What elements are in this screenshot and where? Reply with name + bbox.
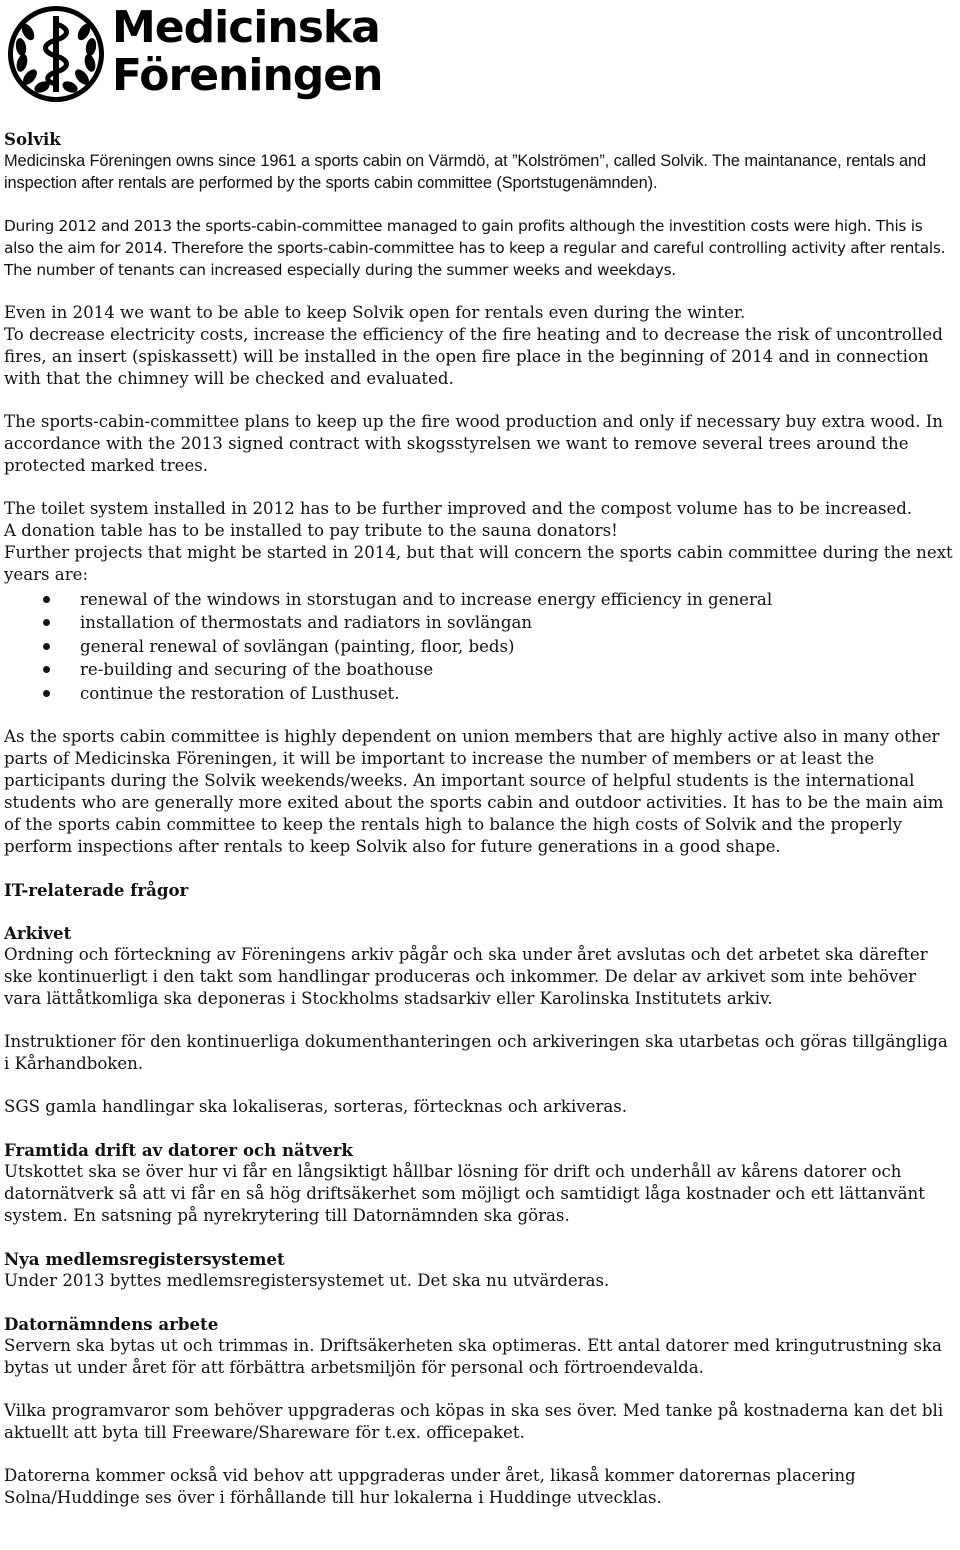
- bullet-icon: [43, 619, 50, 626]
- framtida-paragraph-1: Utskottet ska se över hur vi får en långsiktigt hållbar lösning för drift och underhåll av kårens datorer och datornätverk så att vi får en så hög driftsäkerhet som möjligt och samtidigt låga kostnader och ett lättanvänt system. En satsning på nyrekrytering till Datornämnden ska göras.: [4, 1162, 925, 1226]
- bullet-icon: [43, 643, 50, 650]
- solvik-profits-section: [4, 215, 956, 281]
- bullet-icon: [43, 596, 50, 603]
- list-item: [4, 588, 956, 611]
- bullet-text: re-building and securing of the boathouse: [80, 660, 434, 680]
- datornamnden-section: [4, 1313, 956, 1379]
- solvik-paragraph-1: Medicinska Föreningen owns since 1961 a sports cabin on Värmdö, at ”Kolströmen”, called Solvik. The maintanance, rentals and inspection after rentals are performed by the sports cabin committee (Sportstugenämnden).: [4, 152, 927, 192]
- projects-bullet-list: [4, 588, 956, 705]
- medlemsregister-section: [4, 1248, 956, 1292]
- datornamnden-paragraph-2: Vilka programvaror som behöver uppgraderas och köpas in ska ses över. Med tanke på kostnaderna kan det bli aktuellt att byta till Freeware/Shareware för t.ex. officepaket.: [4, 1401, 944, 1443]
- framtida-section: [4, 1139, 956, 1227]
- datornamnden-software-section: [4, 1400, 956, 1444]
- arkivet-sgs-section: [4, 1096, 956, 1118]
- datornamnden-upgrade-section: [4, 1465, 956, 1509]
- solvik-paragraph-4: The sports-cabin-committee plans to keep up the fire wood production and only if necessary buy extra wood. In accordance with the 2013 signed contract with skogsstyrelsen we want to remove several trees around the protected marked trees.: [4, 412, 943, 475]
- arkivet-paragraph-3: SGS gamla handlingar ska lokaliseras, sorteras, förtecknas och arkiveras.: [4, 1097, 628, 1117]
- solvik-paragraph-6: As the sports cabin committee is highly dependent on union members that are highly active also in many other parts of Medicinska Föreningen, it will be important to increase the number of members or at least the participants during the Solvik weekends/weeks. An important source of helpful students is the international students who are generally more exited about the sports cabin and outdoor activities. It has to be the main aim of the sports cabin committee to keep the rentals high to balance the high costs of Solvik and the properly perform inspections after rentals to keep Solvik also for future generations in a good shape.: [4, 727, 944, 857]
- list-item: [4, 658, 956, 681]
- datornamnden-heading: Datornämndens arbete: [4, 1314, 219, 1335]
- list-item: [4, 635, 956, 658]
- arkivet-paragraph-2: Instruktioner för den kontinuerliga dokumenthanteringen och arkiveringen ska utarbetas och göras tillgängliga i Kårhandboken.: [4, 1032, 948, 1074]
- solvik-paragraph-2: During 2012 and 2013 the sports-cabin-committee managed to gain profits although the investition costs were high. This is also the aim for 2014. Therefore the sports-cabin-committee has to keep a regular and careful controlling activity after rentals. The number of tenants can increased especially during the summer weeks and weekdays.: [4, 217, 946, 279]
- solvik-paragraph-3b: To decrease electricity costs, increase the efficiency of the fire heating and to decrease the risk of uncontrolled fires, an insert (spiskassett) will be installed in the open fire place in the beginning of 2014 and in connection with that the chimney will be checked and evaluated.: [4, 325, 943, 388]
- solvik-paragraph-5a: The toilet system installed in 2012 has to be further improved and the compost volume has to be increased.: [4, 499, 913, 518]
- datornamnden-paragraph-1: Servern ska bytas ut och trimmas in. Driftsäkerheten ska optimeras. Ett antal datorer med kringutrustning ska bytas ut under året för att förbättra arbetsmiljön för personal och förtroendevalda.: [4, 1336, 942, 1378]
- it-heading: IT-relaterade frågor: [4, 880, 189, 901]
- bullet-text: general renewal of sovlängan (painting, floor, beds): [80, 636, 515, 656]
- logo-text-line2: Föreningen: [112, 50, 383, 101]
- solvik-firewood-section: [4, 411, 956, 477]
- solvik-projects-section: [4, 498, 956, 705]
- datornamnden-paragraph-3: Datorerna kommer också vid behov att uppgraderas under året, likaså kommer datorernas placering Solna/Huddinge ses över i förhållande till hur lokalerna i Huddinge utvecklas.: [4, 1466, 856, 1508]
- solvik-members-section: [4, 726, 956, 858]
- medlemsregister-heading: Nya medlemsregistersystemet: [4, 1249, 285, 1270]
- medlemsregister-paragraph-1: Under 2013 byttes medlemsregistersystemet ut. Det ska nu utvärderas.: [4, 1271, 610, 1291]
- solvik-paragraph-5c: Further projects that might be started in 2014, but that will concern the sports cabin committee during the next years are:: [4, 543, 953, 584]
- framtida-heading: Framtida drift av datorer och nätverk: [4, 1140, 353, 1161]
- medicinska-foreningen-logo: [4, 2, 383, 106]
- bullet-text: renewal of the windows in storstugan and to increase energy efficiency in general: [80, 590, 773, 609]
- arkivet-heading: Arkivet: [4, 923, 72, 944]
- list-item: [4, 611, 956, 634]
- solvik-paragraph-5b: A donation table has to be installed to pay tribute to the sauna donators!: [4, 521, 618, 540]
- it-heading-section: [4, 879, 956, 901]
- bullet-icon: [43, 666, 50, 673]
- bullet-icon: [43, 690, 50, 697]
- arkivet-paragraph-1: Ordning och förteckning av Föreningens arkiv pågår och ska under året avslutas och det arbetet ska därefter ske kontinuerligt i den takt som handlingar produceras och inkommer. De delar av arkivet som inte behöver vara lättåtkomliga ska deponeras i Stockholms stadsarkiv eller Karolinska Institutets arkiv.: [4, 945, 928, 1009]
- list-item: [4, 682, 956, 705]
- arkivet-section: [4, 922, 956, 1010]
- solvik-heading: Solvik: [4, 129, 61, 149]
- laurel-aesculapius-emblem-icon: [4, 2, 108, 106]
- solvik-intro-section: [4, 128, 956, 194]
- logo-text-line1: Medicinska: [112, 2, 380, 53]
- bullet-text: continue the restoration of Lusthuset.: [80, 683, 400, 703]
- solvik-winter-section: [4, 302, 956, 390]
- bullet-text: installation of thermostats and radiators in sovlängan: [80, 613, 533, 633]
- solvik-paragraph-3a: Even in 2014 we want to be able to keep Solvik open for rentals even during the winter.: [4, 303, 746, 322]
- arkivet-instructions-section: [4, 1031, 956, 1075]
- document-body: [4, 128, 956, 1509]
